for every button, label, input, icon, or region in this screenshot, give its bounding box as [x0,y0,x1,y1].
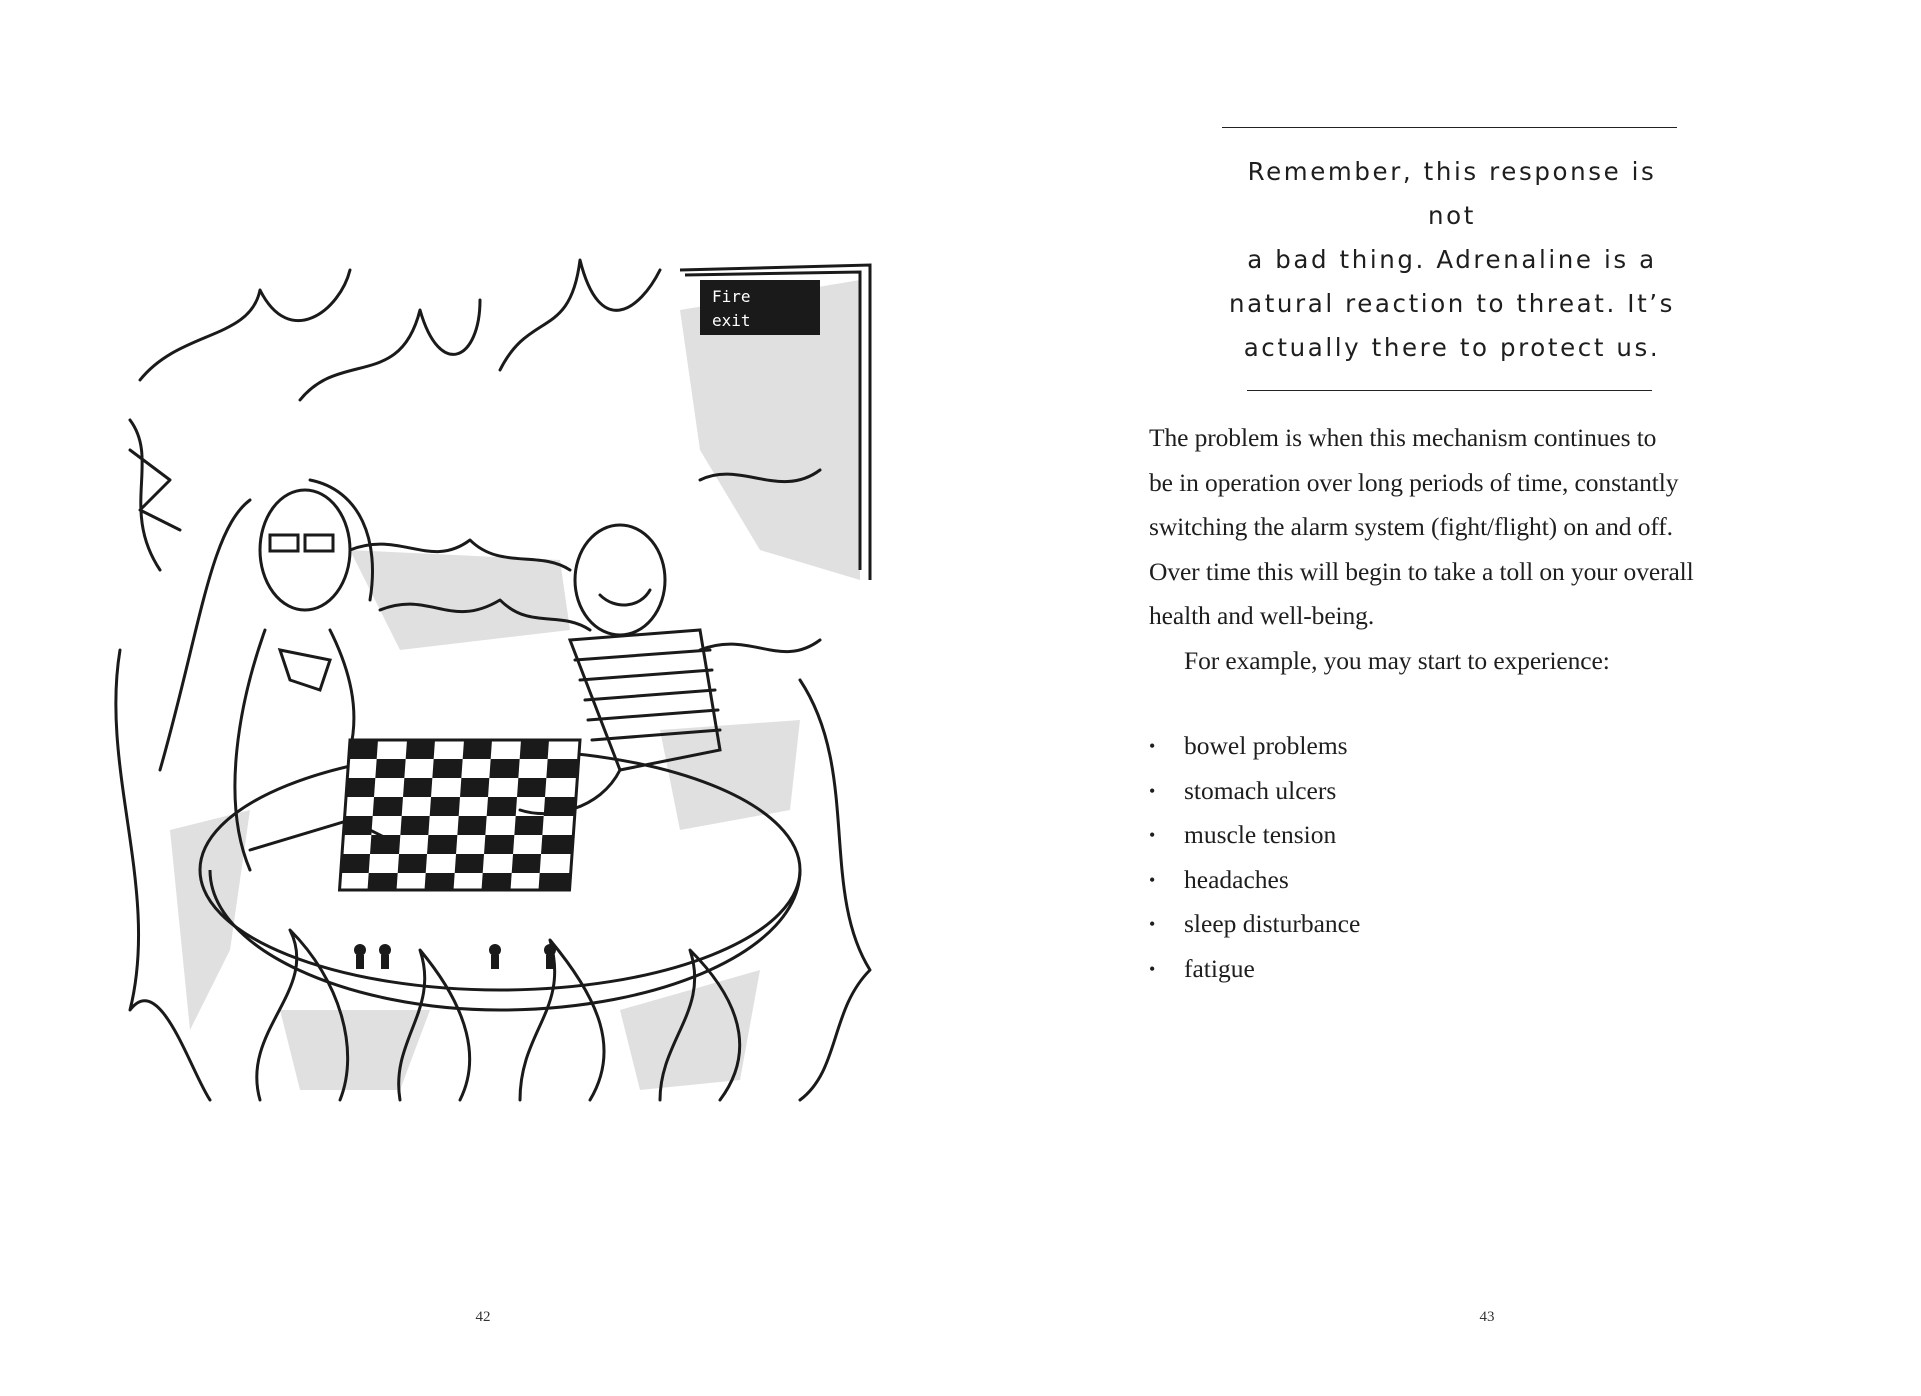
bullet-icon: • [1149,736,1156,756]
left-page [0,0,960,1396]
list-item-text: bowel problems [1184,731,1348,760]
body-paragraph [1149,416,1789,683]
list-item-text: fatigue [1184,953,1255,983]
chess-players-illustration [100,250,885,1105]
page-number: 42 [475,1309,491,1325]
bullet-icon: • [1149,825,1156,845]
list-item [1149,724,1360,769]
illustration-drawing [100,250,885,1105]
list-item [1149,902,1360,947]
body-line: health and well-being. [1149,601,1375,630]
list-item-text: muscle tension [1184,820,1337,849]
body-intro: For example, you may start to experience: [1184,645,1610,675]
svg-text:exit: exit [712,311,751,330]
bullet-icon: • [1149,958,1156,979]
callout-line: natural reaction to threat. It’s [1228,289,1676,318]
body-line: switching the alarm system (fight/flight) on and off. [1149,512,1673,541]
callout-text [1222,150,1682,370]
callout-line: actually there to protect us. [1243,333,1661,362]
right-page [960,0,1920,1396]
bullet-icon: • [1149,869,1156,890]
callout-bottom-rule [1247,390,1652,391]
page-number: 43 [1479,1309,1495,1325]
exit-sign-text: Fire [712,287,751,306]
body-line: The problem is when this mechanism continues to [1149,423,1657,452]
body-line: Over time this will begin to take a toll on your overall [1149,556,1694,586]
list-item [1149,947,1360,992]
callout-top-rule [1222,127,1677,128]
symptom-list [1149,724,1360,991]
body-line: be in operation over long periods of time, constantly [1149,467,1679,497]
bullet-icon: • [1149,780,1156,801]
list-item [1149,813,1360,858]
list-item-text: sleep disturbance [1184,909,1361,938]
callout-line: Remember, this response is not [1247,157,1657,230]
bullet-icon: • [1149,914,1156,934]
list-item-text: headaches [1184,864,1289,894]
callout-box [1222,127,1682,391]
list-item [1149,769,1360,814]
callout-line: a bad thing. Adrenaline is a [1247,245,1657,274]
list-item-text: stomach ulcers [1184,775,1337,805]
list-item [1149,858,1360,903]
